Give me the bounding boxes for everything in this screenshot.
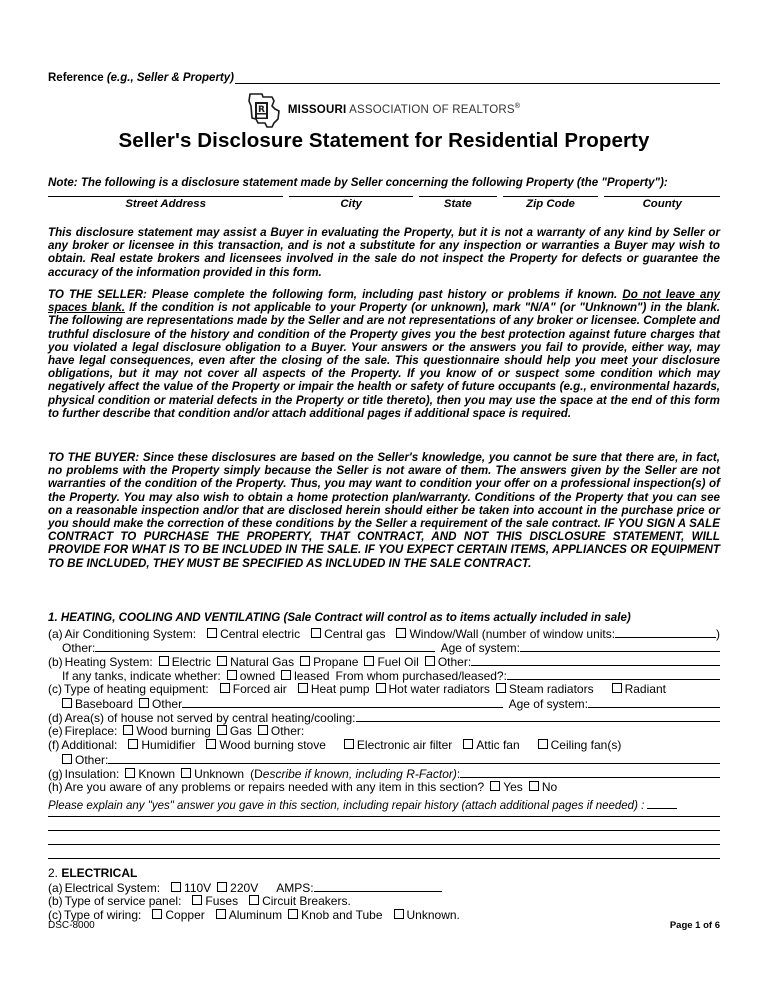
item-1h-label: Are you aware of any problems or repairs needed with any item in this section? bbox=[64, 780, 485, 794]
label-ac-other: Other: bbox=[62, 641, 96, 655]
checkbox-heating-propane[interactable] bbox=[300, 656, 310, 666]
county-input-line[interactable] bbox=[604, 196, 720, 197]
label-tank-owned: owned bbox=[239, 669, 276, 683]
checkbox-wiring-aluminum[interactable] bbox=[216, 909, 226, 919]
state-input-line[interactable] bbox=[419, 196, 497, 197]
to-the-seller-emphasis: Do not leave any spaces blank. bbox=[48, 288, 720, 315]
checkbox-baseboard[interactable] bbox=[62, 698, 72, 708]
checkbox-heat-pump[interactable] bbox=[298, 683, 308, 693]
checkbox-central-electric[interactable] bbox=[207, 628, 217, 638]
checkbox-steam-radiators[interactable] bbox=[496, 683, 506, 693]
item-1b-heating-system bbox=[48, 654, 720, 669]
label-describe-prefix: (D bbox=[250, 767, 263, 781]
label-heating-equip-other: Other bbox=[152, 697, 183, 711]
item-2c-label: Type of wiring: bbox=[64, 908, 142, 922]
label-hot-water-radiators: Hot water radiators bbox=[388, 682, 490, 696]
label-110v: 110V bbox=[184, 881, 212, 895]
checkbox-window-wall[interactable] bbox=[396, 628, 406, 638]
label-heating-fuel-oil: Fuel Oil bbox=[377, 655, 419, 669]
label-steam-radiators: Steam radiators bbox=[508, 682, 594, 696]
label-heating-age-of-system: Age of system: bbox=[508, 697, 588, 711]
item-1d-marker: (d) bbox=[48, 711, 63, 725]
svg-text:R: R bbox=[257, 105, 265, 115]
label-heating-other: Other: bbox=[437, 655, 472, 669]
section1-blank-line-2[interactable] bbox=[48, 830, 720, 831]
page-title: Seller's Disclosure Statement for Residential Property bbox=[118, 129, 650, 152]
label-section1-no: No bbox=[541, 780, 558, 794]
label-humidifier: Humidifier bbox=[141, 738, 196, 752]
section1-explain-input-line[interactable] bbox=[647, 798, 677, 809]
disclaimer-paragraph: This disclosure statement may assist a Buyer in evaluating the Property, but it is not a warranty of any kind by Seller or any broker or licensee in this transaction, and is not a substitute for any inspection or warranties a Buyer may wish to obtain. Real estate brokers and licensees involved in the sale do not inspect the Property for defects or guarantee the accuracy of the information provided in this form. bbox=[48, 226, 720, 279]
checkbox-hot-water-radiators[interactable] bbox=[376, 683, 386, 693]
label-electronic-air-filter: Electronic air filter bbox=[356, 738, 453, 752]
label-describe-italic: escribe if known, including R-Factor) bbox=[262, 767, 457, 781]
item-1d-label: Area(s) of house not served by central heating/cooling: bbox=[64, 711, 356, 725]
item-1h-aware-of-problems bbox=[48, 780, 720, 794]
checkbox-section1-no[interactable] bbox=[529, 781, 539, 791]
reference-label-bold: Reference bbox=[48, 72, 107, 84]
label-amps: AMPS: bbox=[276, 881, 314, 895]
logo-inner bbox=[248, 92, 520, 128]
label-heating-propane: Propane bbox=[313, 655, 359, 669]
item-1f-additional bbox=[48, 738, 720, 752]
to-the-seller-text-1: Please complete the following form, including past history or problems if known. bbox=[146, 288, 623, 301]
label-heating-natural-gas: Natural Gas bbox=[230, 655, 295, 669]
label-fireplace-gas: Gas bbox=[229, 724, 252, 738]
label-knob-and-tube: Knob and Tube bbox=[301, 908, 383, 922]
checkbox-tank-leased[interactable] bbox=[281, 670, 291, 680]
missouri-realtor-logo-icon bbox=[248, 92, 282, 128]
item-1b-tanks-row bbox=[48, 668, 720, 683]
property-address-row bbox=[48, 196, 720, 210]
reference-label bbox=[48, 72, 234, 84]
label-wiring-aluminum: Aluminum bbox=[228, 908, 283, 922]
item-1c-heating-equipment bbox=[48, 682, 720, 696]
item-2b-label: Type of service panel: bbox=[64, 894, 182, 908]
purchased-from-input-line[interactable] bbox=[507, 668, 720, 680]
logo-missouri-text: MISSOURI bbox=[287, 104, 347, 117]
heating-equip-other-input-line[interactable] bbox=[182, 696, 503, 708]
checkbox-section1-yes[interactable] bbox=[490, 781, 500, 791]
checkbox-fireplace-gas[interactable] bbox=[217, 725, 227, 735]
note-statement: Note: The following is a disclosure statement made by Seller concerning the following Property (the "Property"): bbox=[48, 176, 668, 189]
window-units-close-paren: ) bbox=[716, 627, 720, 641]
checkbox-forced-air[interactable] bbox=[220, 683, 230, 693]
item-1c-marker: (c) bbox=[48, 682, 62, 696]
item-1c-second-row bbox=[48, 696, 720, 711]
item-1a-air-conditioning bbox=[48, 626, 720, 641]
label-fuses: Fuses bbox=[205, 894, 239, 908]
logo-wordmark bbox=[288, 103, 520, 116]
item-1f-other-row bbox=[48, 752, 720, 767]
item-1a-marker: (a) bbox=[48, 627, 63, 641]
item-1a-other-row bbox=[48, 640, 720, 655]
item-1b-label: Heating System: bbox=[64, 655, 153, 669]
item-1b-marker: (b) bbox=[48, 655, 63, 669]
checkbox-tank-owned[interactable] bbox=[227, 670, 237, 680]
label-additional-other: Other: bbox=[75, 753, 109, 767]
item-2b-service-panel bbox=[48, 894, 720, 908]
section1-blank-line-4[interactable] bbox=[48, 858, 720, 859]
zip-code-caption: Zip Code bbox=[526, 198, 575, 210]
reference-input-line[interactable] bbox=[235, 72, 720, 84]
item-2b-marker: (b) bbox=[48, 894, 63, 908]
checkbox-circuit-breakers[interactable] bbox=[249, 895, 259, 905]
reference-line bbox=[48, 72, 720, 84]
label-baseboard: Baseboard bbox=[75, 697, 134, 711]
checkbox-radiant[interactable] bbox=[612, 683, 622, 693]
checkbox-110v[interactable] bbox=[171, 882, 181, 892]
to-the-buyer-text: Since these disclosures are based on the Seller's knowledge, you cannot be sure that there are, in fact, no problems with the Property simply because the Seller is not aware of them. The answers given by the Seller are not warranties of the condition of the Property. Thus, you may want to condition your offer on a professional inspection(s) of the Property. You may also wish to obtain a home protection plan/warranty. Conditions of the Property that you can see on a reasonable inspection and/or that are disclosed herein should either be taken into account in the purchase price or you should make the correction of these conditions by the Seller a requirement of the sale contract. IF YOU SIGN A SALE CONTRACT TO PURCHASE THE PROPERTY, THAT CONTRACT, AND NOT THIS DISCLOSURE STATEMENT, WILL PROVIDE FOR WHAT IS TO BE INCLUDED IN THE SALE. IF YOU EXPECT CERTAIN ITEMS, APPLIANCES OR EQUIPMENT TO BE INCLUDED, THEY MUST BE SPECIFIED AS INCLUDED IN THE SALE CONTRACT. bbox=[48, 451, 720, 570]
label-insulation-unknown: Unknown bbox=[194, 767, 245, 781]
label-describe-suffix: : bbox=[456, 767, 461, 781]
field-county[interactable] bbox=[604, 196, 720, 210]
checkbox-electronic-air-filter[interactable] bbox=[344, 739, 354, 749]
checkbox-fireplace-other[interactable] bbox=[258, 725, 268, 735]
to-the-seller-paragraph bbox=[48, 288, 720, 420]
label-220v: 220V bbox=[230, 881, 259, 895]
ac-other-input-line[interactable] bbox=[95, 640, 434, 652]
street-address-caption: Street Address bbox=[125, 198, 206, 210]
checkbox-insulation-unknown[interactable] bbox=[181, 768, 191, 778]
item-1h-marker: (h) bbox=[48, 780, 63, 794]
label-fireplace-wood-burning: Wood burning bbox=[136, 724, 211, 738]
item-1g-label: Insulation: bbox=[64, 767, 120, 781]
additional-other-input-line[interactable] bbox=[108, 752, 720, 764]
item-1f-marker: (f) bbox=[48, 738, 60, 752]
section1-explain-text: Please explain any "yes" answer you gave in this section, including repair history (attach additional pages if needed) : bbox=[48, 800, 645, 812]
checkbox-fireplace-wood-burning[interactable] bbox=[123, 725, 133, 735]
checkbox-heating-electric[interactable] bbox=[159, 656, 169, 666]
item-1c-label: Type of heating equipment: bbox=[64, 682, 209, 696]
checkbox-wiring-unknown[interactable] bbox=[394, 909, 404, 919]
street-address-input-line[interactable] bbox=[48, 196, 283, 197]
label-central-electric: Central electric bbox=[220, 627, 301, 641]
label-circuit-breakers: Circuit Breakers. bbox=[262, 894, 351, 908]
label-insulation-known: Known bbox=[138, 767, 176, 781]
label-heat-pump: Heat pump bbox=[310, 682, 370, 696]
label-attic-fan: Attic fan bbox=[476, 738, 520, 752]
section-2-heading bbox=[48, 866, 137, 880]
item-1e-label: Fireplace: bbox=[64, 724, 118, 738]
label-wiring-unknown: Unknown. bbox=[406, 908, 460, 922]
reference-label-italic: (e.g., Seller & Property) bbox=[106, 72, 234, 84]
logo-association-text: ASSOCIATION OF REALTORS bbox=[346, 104, 515, 117]
item-1a-label: Air Conditioning System: bbox=[64, 627, 197, 641]
insulation-describe-input-line[interactable] bbox=[460, 766, 720, 778]
checkbox-220v[interactable] bbox=[217, 882, 227, 892]
label-tanks: If any tanks, indicate whether: bbox=[62, 669, 221, 683]
heating-age-input-line[interactable] bbox=[588, 696, 720, 708]
section-2-number: 2. bbox=[48, 866, 62, 880]
item-1e-fireplace bbox=[48, 724, 720, 738]
section-1-heading: 1. HEATING, COOLING AND VENTILATING (Sale Contract will control as to items actually included in sale) bbox=[48, 611, 631, 624]
item-2a-electrical-system bbox=[48, 880, 720, 895]
item-1d-areas-not-served bbox=[48, 710, 720, 725]
label-tank-leased: leased bbox=[294, 669, 330, 683]
field-state[interactable] bbox=[419, 196, 497, 210]
checkbox-attic-fan[interactable] bbox=[463, 739, 473, 749]
item-1g-insulation bbox=[48, 766, 720, 781]
label-ceiling-fans: Ceiling fan(s) bbox=[550, 738, 622, 752]
checkbox-humidifier[interactable] bbox=[128, 739, 138, 749]
checkbox-heating-equip-other[interactable] bbox=[139, 698, 149, 708]
label-forced-air: Forced air bbox=[232, 682, 287, 696]
amps-input-line[interactable] bbox=[314, 880, 442, 892]
to-the-buyer-paragraph bbox=[48, 451, 720, 570]
label-purchased-leased-from: From whom purchased/leased?: bbox=[335, 669, 507, 683]
item-2a-marker: (a) bbox=[48, 881, 63, 895]
label-window-wall: Window/Wall (number of window units: bbox=[409, 627, 616, 641]
heating-other-input-line[interactable] bbox=[471, 654, 720, 666]
county-caption: County bbox=[642, 198, 682, 210]
checkbox-central-gas[interactable] bbox=[311, 628, 321, 638]
checkbox-heating-other[interactable] bbox=[425, 656, 435, 666]
city-caption: City bbox=[340, 198, 362, 210]
field-zip-code[interactable] bbox=[503, 196, 599, 210]
form-code: DSC-8000 bbox=[48, 920, 95, 931]
item-1f-label: Additional: bbox=[61, 738, 118, 752]
to-the-buyer-heading: TO THE BUYER: bbox=[48, 451, 140, 464]
section-2-title: ELECTRICAL bbox=[61, 866, 138, 880]
label-ac-age-of-system: Age of system: bbox=[440, 641, 520, 655]
checkbox-heating-natural-gas[interactable] bbox=[217, 656, 227, 666]
label-wood-burning-stove: Wood burning stove bbox=[219, 738, 326, 752]
page-number: Page 1 of 6 bbox=[669, 920, 720, 931]
checkbox-insulation-known[interactable] bbox=[125, 768, 135, 778]
page-footer bbox=[48, 920, 720, 931]
label-fireplace-other: Other: bbox=[270, 724, 305, 738]
item-2a-label: Electrical System: bbox=[64, 881, 161, 895]
section1-explain-prompt bbox=[48, 798, 720, 812]
window-units-input-line[interactable] bbox=[615, 626, 716, 638]
label-section1-yes: Yes bbox=[503, 780, 523, 794]
ac-age-input-line[interactable] bbox=[520, 640, 720, 652]
city-input-line[interactable] bbox=[289, 196, 413, 197]
label-central-gas: Central gas bbox=[324, 627, 386, 641]
zip-code-input-line[interactable] bbox=[503, 196, 599, 197]
label-heating-electric: Electric bbox=[171, 655, 212, 669]
label-radiant: Radiant bbox=[624, 682, 666, 696]
checkbox-additional-other[interactable] bbox=[62, 754, 72, 764]
registered-mark: ® bbox=[514, 103, 521, 111]
checkbox-fuses[interactable] bbox=[192, 895, 202, 905]
areas-not-served-input-line[interactable] bbox=[356, 710, 720, 722]
field-city[interactable] bbox=[289, 196, 413, 210]
label-wiring-copper: Copper bbox=[165, 908, 205, 922]
item-1g-marker: (g) bbox=[48, 767, 63, 781]
checkbox-heating-fuel-oil[interactable] bbox=[364, 656, 374, 666]
checkbox-wiring-copper[interactable] bbox=[152, 909, 162, 919]
checkbox-wood-burning-stove[interactable] bbox=[206, 739, 216, 749]
section1-blank-line-3[interactable] bbox=[48, 844, 720, 845]
logo-block bbox=[48, 92, 720, 128]
to-the-seller-text-2: If the condition is not applicable to your Property (or unknown), mark "N/A" (or "Unknown") in the blank. The following are representations made by the Seller and are not representations of any broker or licensee. Complete and truthful disclosure of the history and condition of the Property gives you the best protection against future charges that you violated a legal disclosure obligation to a Buyer. Your answers or the answers you fail to provide, either way, may have legal consequences, even after the closing of the sale. This questionnaire should help you meet your disclosure obligations, but it may not cover all aspects of the Property. If you know of or suspect some condition which may negatively affect the value of the Property or impair the health or safety of future occupants (e.g., environmental hazards, physical condition or material defects in the Property or title thereto), then you may use the space at the end of this form to further describe that condition and/or attach additional pages if additional space is required. bbox=[48, 301, 720, 420]
checkbox-knob-and-tube[interactable] bbox=[288, 909, 298, 919]
section1-blank-line-1[interactable] bbox=[48, 816, 720, 817]
item-1e-marker: (e) bbox=[48, 724, 63, 738]
checkbox-ceiling-fans[interactable] bbox=[538, 739, 548, 749]
state-caption: State bbox=[443, 198, 472, 210]
field-street-address[interactable] bbox=[48, 196, 283, 210]
item-2c-marker: (c) bbox=[48, 908, 62, 922]
to-the-seller-heading: TO THE SELLER: bbox=[48, 288, 147, 301]
